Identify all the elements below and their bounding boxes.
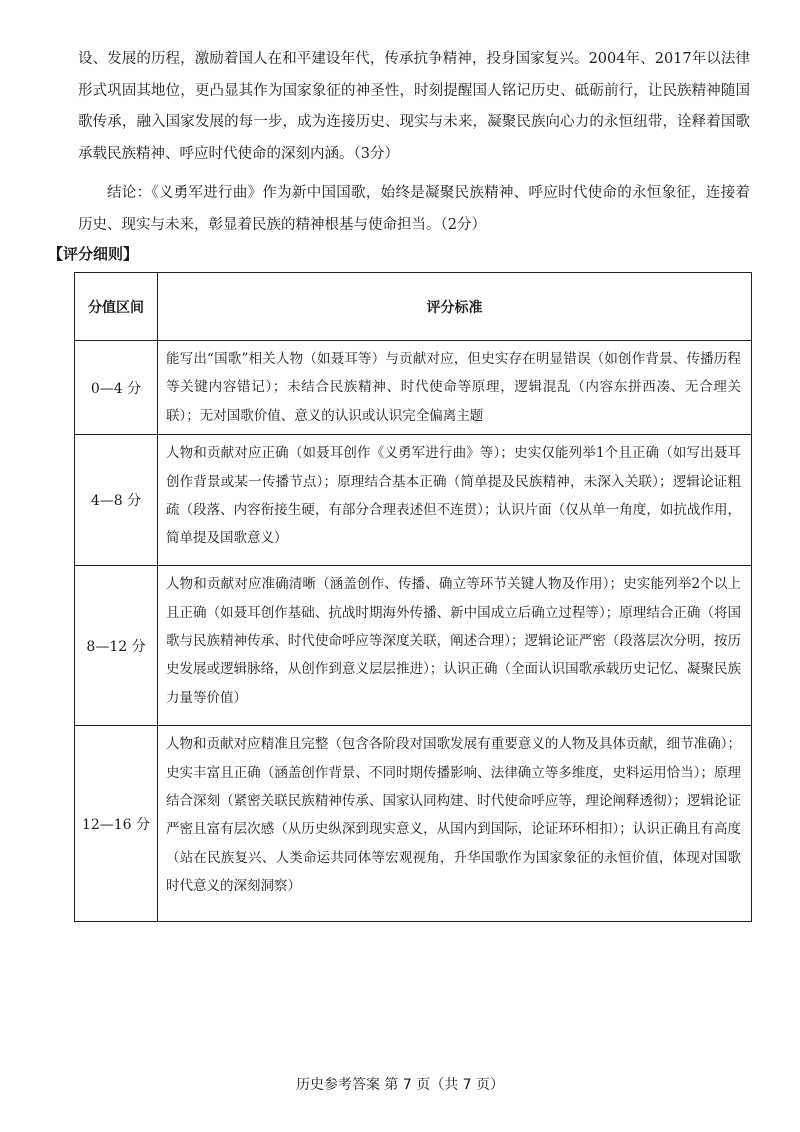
criteria-cell: 能写出“国歌”相关人物（如聂耳等）与贡献对应，但史实存在明显错误（如创作背景、传播历程等关键内容错记）；未结合民族精神、时代使命等原理，逻辑混乱（内容东拼西凑、无合理关联）；无对国歌价值、意义的认识或认识完全偏离主题 [158, 341, 752, 435]
rubric-table [74, 272, 752, 922]
criteria-cell: 人物和贡献对应精准且完整（包含各阶段对国歌发展有重要意义的人物及具体贡献，细节准确）；史实丰富且正确（涵盖创作背景、不同时期传播影响、法律确立等多维度，史料运用恰当）；原理结合深刻（紧密关联民族精神传承、国家认同构建、时代使命呼应等，理论阐释透彻）；逻辑论证严密且富有层次感（从历史纵深到现实意义，从国内到国际，论证环环相扣）；认识正确且有高度（站在民族复兴、人类命运共同体等宏观视角，升华国歌作为国家象征的永恒价值，体现对国歌时代意义的深刻洞察） [158, 726, 752, 922]
criteria-cell: 人物和贡献对应准确清晰（涵盖创作、传播、确立等环节关键人物及作用）；史实能列举2个以上且正确（如聂耳创作基础、抗战时期海外传播、新中国成立后确立过程等）；原理结合正确（将国歌与民族精神传承、时代使命呼应等深度关联，阐述合理）；逻辑论证严密（段落层次分明，按历史发展或逻辑脉络，从创作到意义层层推进）；认识正确（全面认识国歌承载历史记忆、凝聚民族力量等价值） [158, 566, 752, 726]
score-range-cell: 12—16 分 [75, 726, 158, 922]
score-range-cell: 4—8 分 [75, 435, 158, 566]
answer-paragraph-continuation: 设、发展的历程，激励着国人在和平建设年代，传承抗争精神，投身国家复兴。2004年、2017年以法律形式巩固其地位，更凸显其作为国家象征的神圣性，时刻提醒国人铭记历史、砥砺前行，让民族精神随国歌传承，融入国家发展的每一步，成为连接历史、现实与未来，凝聚民族向心力的永恒纽带，诠释着国歌承载民族精神、呼应时代使命的深刻内涵。（3分） [78, 51, 750, 162]
header-criteria: 评分标准 [158, 273, 752, 341]
rubric-row [75, 341, 752, 435]
header-score-range: 分值区间 [75, 273, 158, 341]
page-footer: 历史参考答案 第 7 页（共 7 页） [295, 1077, 505, 1093]
conclusion-paragraph: 结论：《义勇军进行曲》作为新中国国歌，始终是凝聚民族精神、呼应时代使命的永恒象征，连接着历史、现实与未来，彰显着民族的精神根基与使命担当。（2分） [78, 185, 750, 233]
rubric-row [75, 435, 752, 566]
rubric-row [75, 566, 752, 726]
score-range-cell: 0—4 分 [75, 341, 158, 435]
rubric-row [75, 726, 752, 922]
rubric-header-row [75, 273, 752, 341]
score-range-cell: 8—12 分 [75, 566, 158, 726]
rubric-heading: 【评分细则】 [48, 245, 139, 263]
criteria-cell: 人物和贡献对应正确（如聂耳创作《义勇军进行曲》等）；史实仅能列举1个且正确（如写出聂耳创作背景或某一传播节点）；原理结合基本正确（简单提及民族精神，未深入关联）；逻辑论证粗疏（段落、内容衔接生硬，有部分合理表述但不连贯）；认识片面（仅从单一角度，如抗战作用，简单提及国歌意义） [158, 435, 752, 566]
